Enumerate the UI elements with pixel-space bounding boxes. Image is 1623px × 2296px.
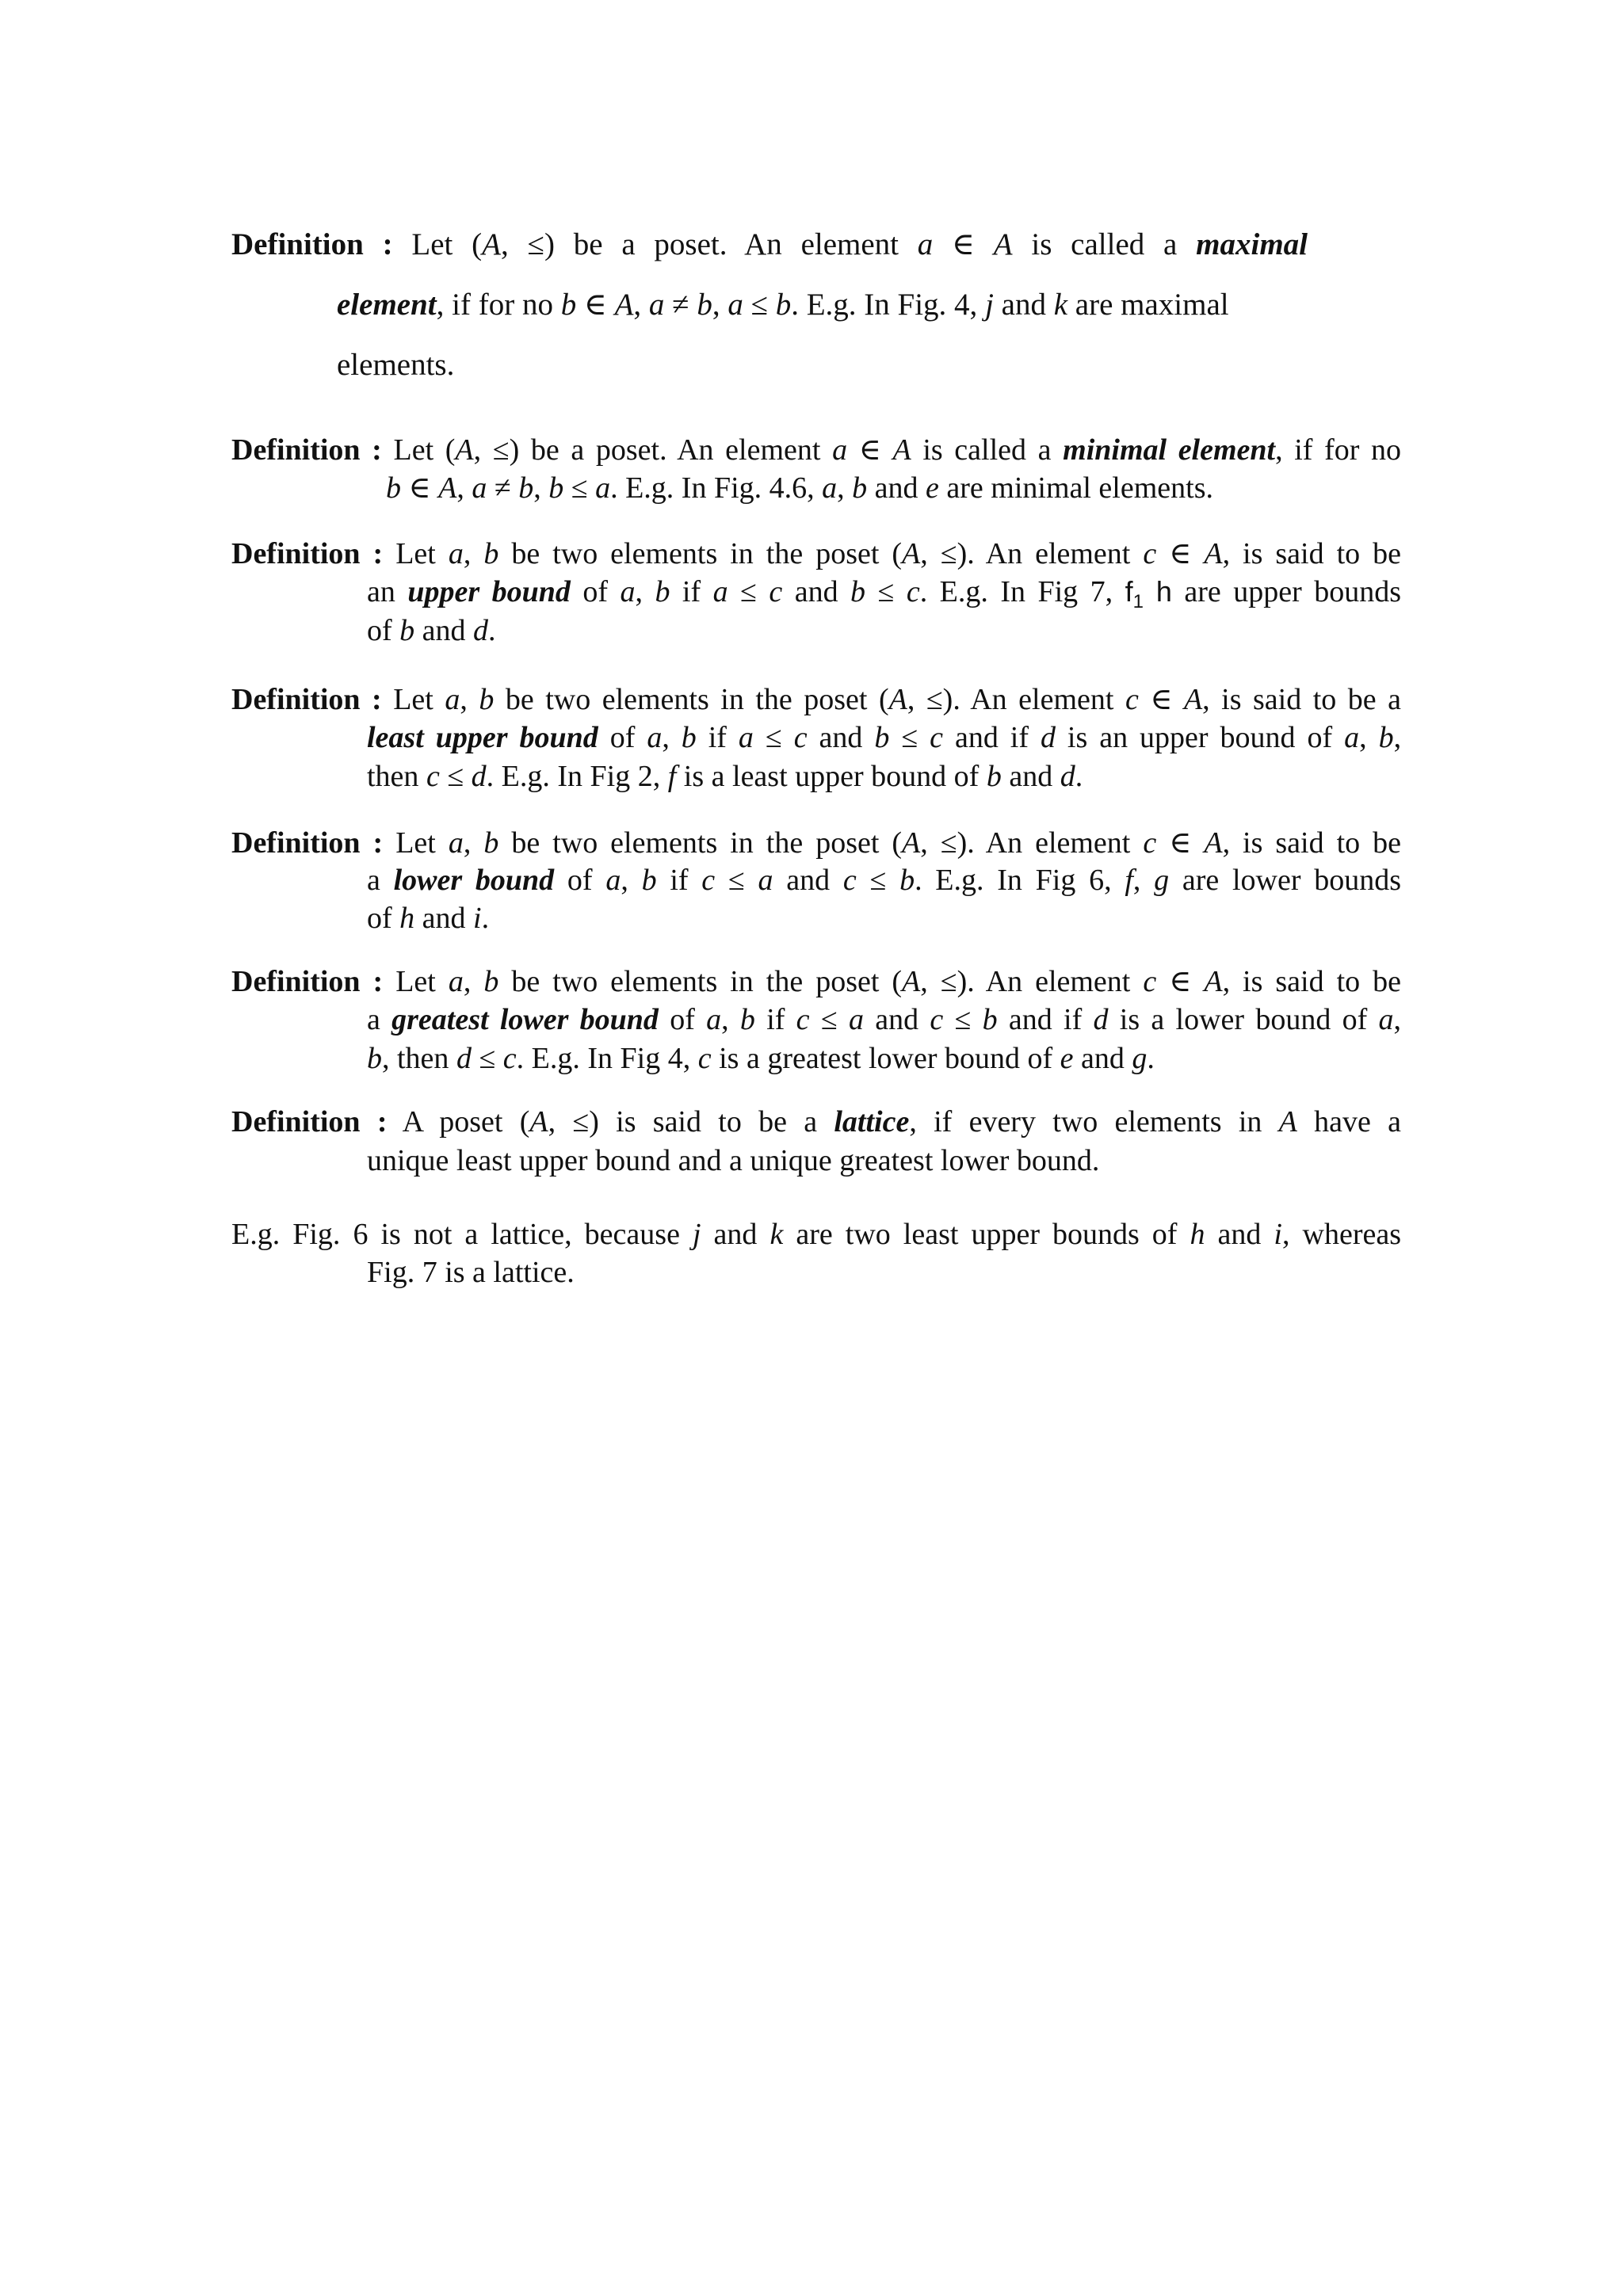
line: E.g. Fig. 6 is not a lattice, because j and k are two least upper bounds of h and i, whereas xyxy=(231,1218,1401,1251)
definition-label: Definition : xyxy=(231,433,382,467)
definition-label: Definition : xyxy=(231,965,384,998)
term-lower-bound: lower bound xyxy=(393,864,555,897)
definition-label: Definition : xyxy=(231,826,384,860)
line: Definition : Let a, b be two elements in the poset (A, ≤). An element c ∈ A, is said to be xyxy=(231,826,1402,860)
line: Definition : Let a, b be two elements in the poset (A, ≤). An element c ∈ A, is said to be xyxy=(231,965,1402,998)
line: unique least upper bound and a unique greatest lower bound. xyxy=(367,1144,1100,1177)
line: Definition : Let (A, ≤) be a poset. An element a ∈ A is called a minimal element, if for no xyxy=(231,433,1402,467)
definition-label: Definition : xyxy=(231,227,393,261)
term-lattice: lattice xyxy=(834,1105,910,1138)
definition-label: Definition : xyxy=(231,537,384,570)
line: a greatest lower bound of a, b if c ≤ a and c ≤ b and if d is a lower bound of a, xyxy=(367,1003,1402,1036)
term-minimal-element: minimal element xyxy=(1063,433,1276,467)
line: a lower bound of a, b if c ≤ a and c ≤ b. E.g. In Fig 6, f, g are lower bounds xyxy=(367,864,1402,897)
line: Fig. 7 is a lattice. xyxy=(367,1256,575,1289)
line: an upper bound of a, b if a ≤ c and b ≤ c. E.g. In Fig 7, $f_1$ h are upper bounds xyxy=(367,575,1402,612)
definition-label: Definition : xyxy=(231,683,382,716)
term-upper-bound: upper bound xyxy=(407,575,571,608)
line: element, if for no b ∈ A, a ≠ b, a ≤ b. E.g. In Fig. 4, j and k are maximal xyxy=(337,288,1229,322)
term-element: element xyxy=(337,288,437,322)
term-greatest-lower-bound: greatest lower bound xyxy=(391,1003,659,1036)
term-maximal: maximal xyxy=(1196,227,1308,261)
line: of b and d. xyxy=(367,614,496,647)
line: then c ≤ d. E.g. In Fig 2, f is a least upper bound of b and d. xyxy=(367,760,1083,793)
line: least upper bound of a, b if a ≤ c and b ≤ c and if d is an upper bound of a, b, xyxy=(367,721,1402,754)
line: b ∈ A, a ≠ b, b ≤ a. E.g. In Fig. 4.6, a, b and e are minimal elements. xyxy=(386,471,1213,505)
line: of h and i. xyxy=(367,902,490,935)
line: Definition : Let a, b be two elements in the poset (A, ≤). An element c ∈ A, is said to be a xyxy=(231,683,1401,716)
definition-label: Definition : xyxy=(231,1105,388,1138)
line: Definition : Let a, b be two elements in the poset (A, ≤). An element c ∈ A, is said to be xyxy=(231,537,1402,570)
line: b, then d ≤ c. E.g. In Fig 4, c is a greatest lower bound of e and g. xyxy=(367,1042,1155,1075)
term-least-upper-bound: least upper bound xyxy=(367,721,598,754)
line: Definition : A poset (A, ≤) is said to be a lattice, if every two elements in A have a xyxy=(231,1105,1402,1138)
line: elements. xyxy=(337,348,455,382)
line: Definition : Let (A, ≤) be a poset. An element a ∈ A is called a maximal xyxy=(231,227,1308,261)
